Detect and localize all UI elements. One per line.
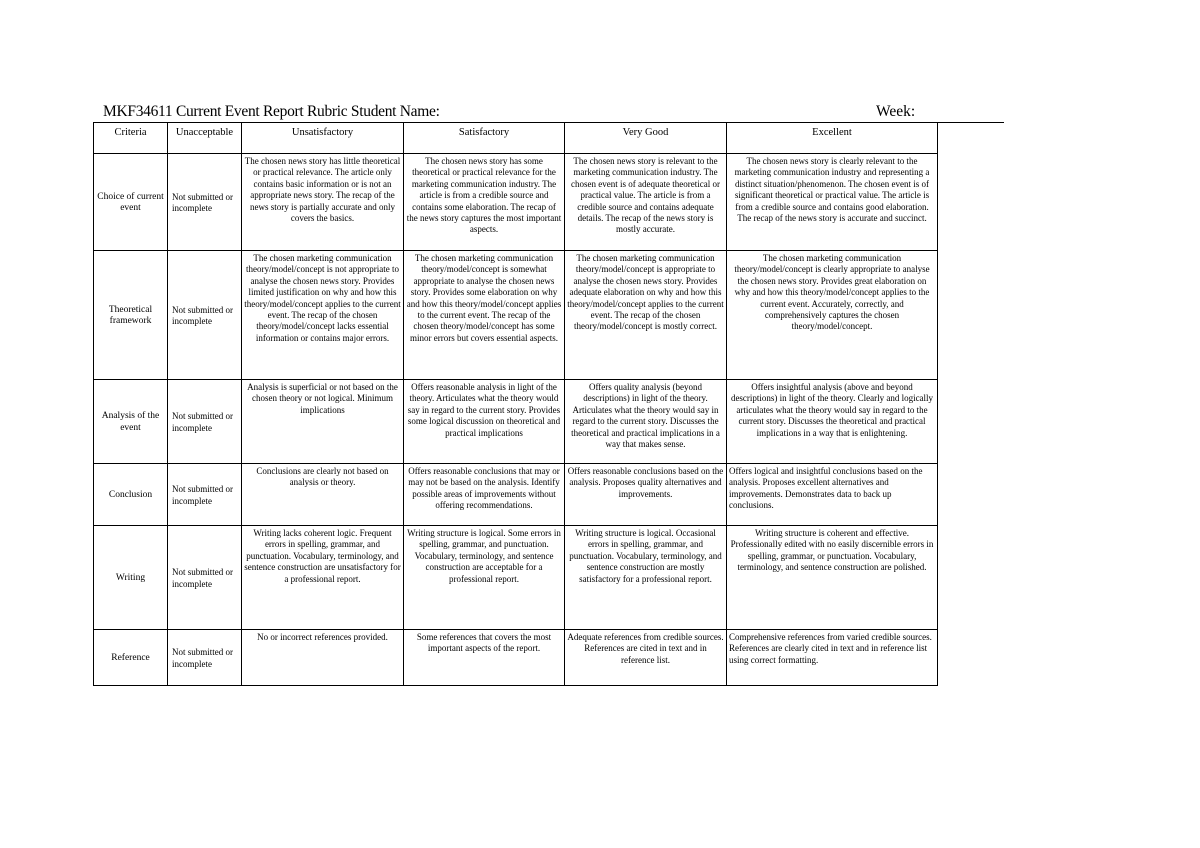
table-row: [94, 464, 938, 526]
column-header-very-good: Very Good: [565, 123, 727, 154]
excellent-cell: Comprehensive references from varied credible sources. References are clearly cited in text and in reference list using correct formatting.: [727, 630, 938, 686]
criteria-cell: Theoretical framework: [94, 251, 168, 380]
unsatisfactory-cell: No or incorrect references provided.: [242, 630, 404, 686]
satisfactory-cell: Writing structure is logical. Some errors in spelling, grammar, and punctuation. Vocabulary, terminology, and sentence construction are acceptable for a professional report.: [404, 526, 565, 630]
criteria-cell: Reference: [94, 630, 168, 686]
unsatisfactory-cell: Writing lacks coherent logic. Frequent errors in spelling, grammar, and punctuation. Vocabulary, terminology, and sentence construction are unsatisfactory for a professional report.: [242, 526, 404, 630]
unacceptable-cell: Not submitted or incomplete: [168, 380, 242, 464]
very-good-cell: Offers quality analysis (beyond descriptions) in light of the theory. Articulates what the theory would say in regard to the current story. Discusses the theoretical and practical implications in a way that makes sense.: [565, 380, 727, 464]
very-good-cell: Writing structure is logical. Occasional errors in spelling, grammar, and punctuation. Vocabulary, terminology, and sentence construction are mostly satisfactory for a professional report.: [565, 526, 727, 630]
column-header-criteria: Criteria: [94, 123, 168, 154]
very-good-cell: The chosen marketing communication theory/model/concept is appropriate to analyse the chosen news story. Provides adequate elaboration on why and how this theory/model/concept applies to the current event. The recap of the chosen theory/model/concept is mostly correct.: [565, 251, 727, 380]
criteria-cell: Analysis of the event: [94, 380, 168, 464]
table-row: [94, 380, 938, 464]
excellent-cell: Writing structure is coherent and effective. Professionally edited with no easily discernible errors in spelling, grammar, or punctuation. Vocabulary, terminology, and sentence construction are polished.: [727, 526, 938, 630]
unacceptable-cell: Not submitted or incomplete: [168, 526, 242, 630]
table-row: [94, 526, 938, 630]
unacceptable-cell: Not submitted or incomplete: [168, 630, 242, 686]
column-header-excellent: Excellent: [727, 123, 938, 154]
excellent-cell: Offers logical and insightful conclusions based on the analysis. Proposes excellent alternatives and improvements. Demonstrates data to back up conclusions.: [727, 464, 938, 526]
excellent-cell: Offers insightful analysis (above and beyond descriptions) in light of the theory. Clearly and logically articulates what the theory would say in regard to the current story. Discusses the theoretical and practical implications in a way that is enlightening.: [727, 380, 938, 464]
unsatisfactory-cell: The chosen marketing communication theory/model/concept is not appropriate to analyse the chosen news story. Provides limited justification on why and how this theory/model/concept applies to the current event. The recap of the chosen theory/model/concept lacks essential information or contains major errors.: [242, 251, 404, 380]
document-title: MKF34611 Current Event Report Rubric Student Name:: [103, 103, 440, 120]
satisfactory-cell: Some references that covers the most important aspects of the report.: [404, 630, 565, 686]
table-row: [94, 154, 938, 251]
column-header-satisfactory: Satisfactory: [404, 123, 565, 154]
very-good-cell: The chosen news story is relevant to the marketing communication industry. The chosen event is of adequate theoretical or practical value. The article is from a credible source and contains adequate details. The recap of the news story is mostly accurate.: [565, 154, 727, 251]
table-row: [94, 630, 938, 686]
criteria-cell: Writing: [94, 526, 168, 630]
table-header-row: [94, 123, 938, 154]
excellent-cell: The chosen marketing communication theory/model/concept is clearly appropriate to analyse the chosen news story. Provides great elaboration on why and how this theory/model/concept applies to the current event. Accurately, correctly, and comprehensively captures the chosen theory/model/concept.: [727, 251, 938, 380]
unsatisfactory-cell: The chosen news story has little theoretical or practical relevance. The article only contains basic information or is not an appropriate news story. The recap of the news story is partially accurate and only covers the basics.: [242, 154, 404, 251]
satisfactory-cell: Offers reasonable analysis in light of the theory. Articulates what the theory would say in regard to the current story. Provides some logical discussion on theoretical and practical implications: [404, 380, 565, 464]
satisfactory-cell: The chosen news story has some theoretical or practical relevance for the marketing communication industry. The article is from a credible source and contains some elaboration. The recap of the news story captures the most important aspects.: [404, 154, 565, 251]
very-good-cell: Adequate references from credible sources. References are cited in text and in reference list.: [565, 630, 727, 686]
table-row: [94, 251, 938, 380]
satisfactory-cell: The chosen marketing communication theory/model/concept is somewhat appropriate to analyse the chosen news story. Provides some elaboration on why and how this theory/model/concept applies to the current event. The recap of the chosen theory/model/concept has some minor errors but covers essential aspects.: [404, 251, 565, 380]
criteria-cell: Conclusion: [94, 464, 168, 526]
satisfactory-cell: Offers reasonable conclusions that may or may not be based on the analysis. Identify possible areas of improvements without offering recommendations.: [404, 464, 565, 526]
excellent-cell: The chosen news story is clearly relevant to the marketing communication industry and representing a distinct situation/phenomenon. The chosen event is of significant theoretical or practical value. The article is from a credible source and contains good elaboration. The recap of the news story is accurate and succinct.: [727, 154, 938, 251]
unsatisfactory-cell: Conclusions are clearly not based on analysis or theory.: [242, 464, 404, 526]
rubric-table: [93, 122, 938, 686]
document-header: [103, 103, 1004, 123]
unacceptable-cell: Not submitted or incomplete: [168, 464, 242, 526]
column-header-unsatisfactory: Unsatisfactory: [242, 123, 404, 154]
unacceptable-cell: Not submitted or incomplete: [168, 251, 242, 380]
very-good-cell: Offers reasonable conclusions based on the analysis. Proposes quality alternatives and improvements.: [565, 464, 727, 526]
unsatisfactory-cell: Analysis is superficial or not based on the chosen theory or not logical. Minimum implications: [242, 380, 404, 464]
column-header-unacceptable: Unacceptable: [168, 123, 242, 154]
unacceptable-cell: Not submitted or incomplete: [168, 154, 242, 251]
week-label: Week:: [876, 103, 916, 120]
criteria-cell: Choice of current event: [94, 154, 168, 251]
